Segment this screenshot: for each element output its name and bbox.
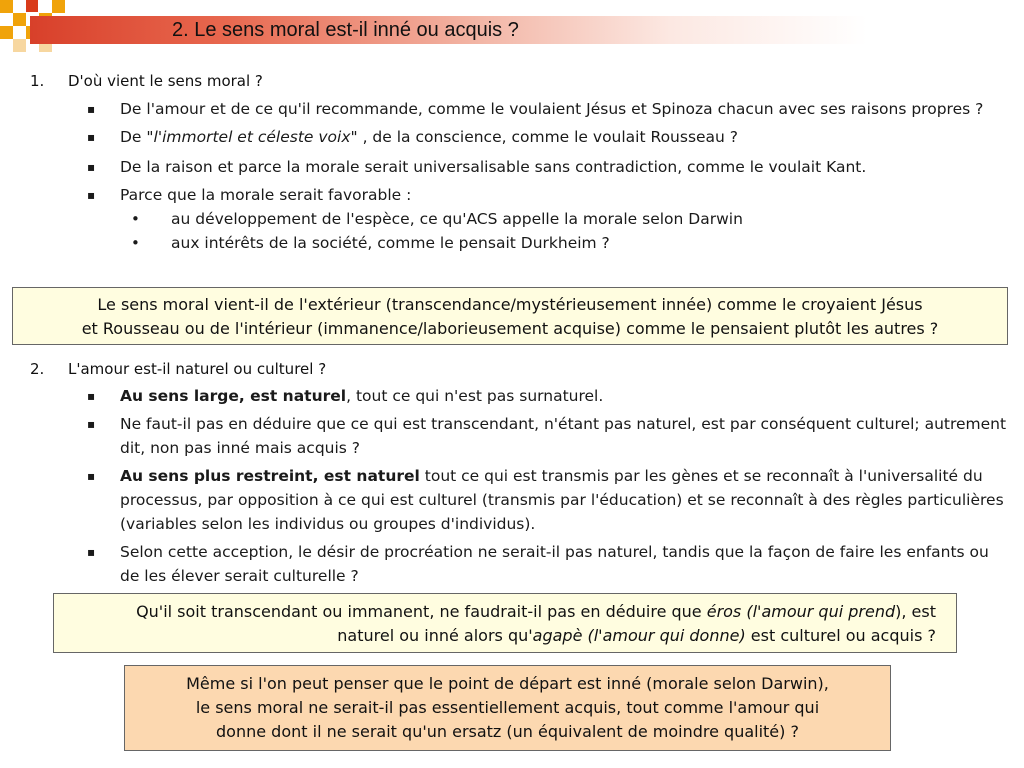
sub-list-item: • au développement de l'espèce, ce qu'ACS appelle la morale selon Darwin bbox=[120, 207, 1007, 231]
section1-list bbox=[87, 97, 1007, 259]
sub-list-item: • aux intérêts de la société, comme le pensait Durkheim ? bbox=[120, 231, 1007, 255]
list-item: ▪ Au sens large, est naturel, tout ce qui n'est pas surnaturel. bbox=[87, 384, 1007, 408]
deco-square bbox=[26, 0, 38, 12]
list-item: ▪ De l'amour et de ce qu'il recommande, comme le voulaient Jésus et Spinoza chacun avec ses raisons propres ? bbox=[87, 97, 1007, 121]
deco-square bbox=[52, 0, 65, 13]
section1-heading-text: D'où vient le sens moral ? bbox=[68, 72, 263, 90]
sublist bbox=[120, 207, 1007, 255]
deco-square bbox=[13, 39, 26, 52]
square-bullet-icon: ▪ bbox=[87, 130, 96, 144]
section2-heading-text: L'amour est-il naturel ou culturel ? bbox=[68, 360, 327, 378]
list-item: ▪ Ne faut-il pas en déduire que ce qui est transcendant, n'étant pas naturel, est par conséquent culturel; autrement dit, non pas inné mais acquis ? bbox=[87, 412, 1007, 460]
page-title: 2. Le sens moral est-il inné ou acquis ? bbox=[172, 19, 519, 41]
deco-square bbox=[13, 13, 26, 26]
square-bullet-icon: ▪ bbox=[87, 469, 96, 483]
square-bullet-icon: ▪ bbox=[87, 417, 96, 431]
conclusion-box: Même si l'on peut penser que le point de départ est inné (morale selon Darwin), le sens moral ne serait-il pas essentiellement acquis, tout comme l'amour qui donne dont il ne serait qu'un ersatz (un équivalent de moindre qualité) ? bbox=[124, 665, 891, 751]
deco-square bbox=[0, 26, 13, 39]
deco-square bbox=[0, 0, 13, 13]
title-bar bbox=[30, 16, 1015, 44]
dot-bullet-icon: • bbox=[131, 210, 140, 228]
square-bullet-icon: ▪ bbox=[87, 188, 96, 202]
section1-number: 1. bbox=[30, 72, 45, 90]
list-item: ▪ Selon cette acception, le désir de procréation ne serait-il pas naturel, tandis que la façon de faire les enfants ou de les élever serait culturelle ? bbox=[87, 540, 1007, 588]
section2-list bbox=[87, 384, 1007, 592]
dot-bullet-icon: • bbox=[131, 234, 140, 252]
summary-box-2: Qu'il soit transcendant ou immanent, ne faudrait-il pas en déduire que éros (l'amour qui prend), est naturel ou inné alors qu'agapè (l'amour qui donne) est culturel ou acquis ? bbox=[53, 593, 957, 653]
list-item: ▪ Parce que la morale serait favorable : • au développement de l'espèce, ce qu'ACS appelle la morale selon Darwin • aux intérêts de la société, comme le pensait Durkheim ? bbox=[87, 183, 1007, 255]
section2-number: 2. bbox=[30, 360, 45, 378]
list-item: ▪ De "l'immortel et céleste voix" , de la conscience, comme le voulait Rousseau ? bbox=[87, 125, 1007, 149]
square-bullet-icon: ▪ bbox=[87, 545, 96, 559]
section2-heading bbox=[30, 360, 326, 378]
list-item: ▪ De la raison et parce la morale serait universalisable sans contradiction, comme le voulait Kant. bbox=[87, 155, 1007, 179]
square-bullet-icon: ▪ bbox=[87, 102, 96, 116]
list-item: ▪ Au sens plus restreint, est naturel tout ce qui est transmis par les gènes et se reconnaît à l'universalité du processus, par opposition à ce qui est culturel (transmis par l'éducation) et se reconnaît à des règles particulières (variables selon les individus ou groupes d'individus). bbox=[87, 464, 1007, 536]
square-bullet-icon: ▪ bbox=[87, 389, 96, 403]
section1-heading bbox=[30, 72, 263, 90]
square-bullet-icon: ▪ bbox=[87, 160, 96, 174]
summary-box-1: Le sens moral vient-il de l'extérieur (transcendance/mystérieusement innée) comme le croyaient Jésus et Rousseau ou de l'intérieur (immanence/laborieusement acquise) comme le pensaient plutôt les autres ? bbox=[12, 287, 1008, 345]
